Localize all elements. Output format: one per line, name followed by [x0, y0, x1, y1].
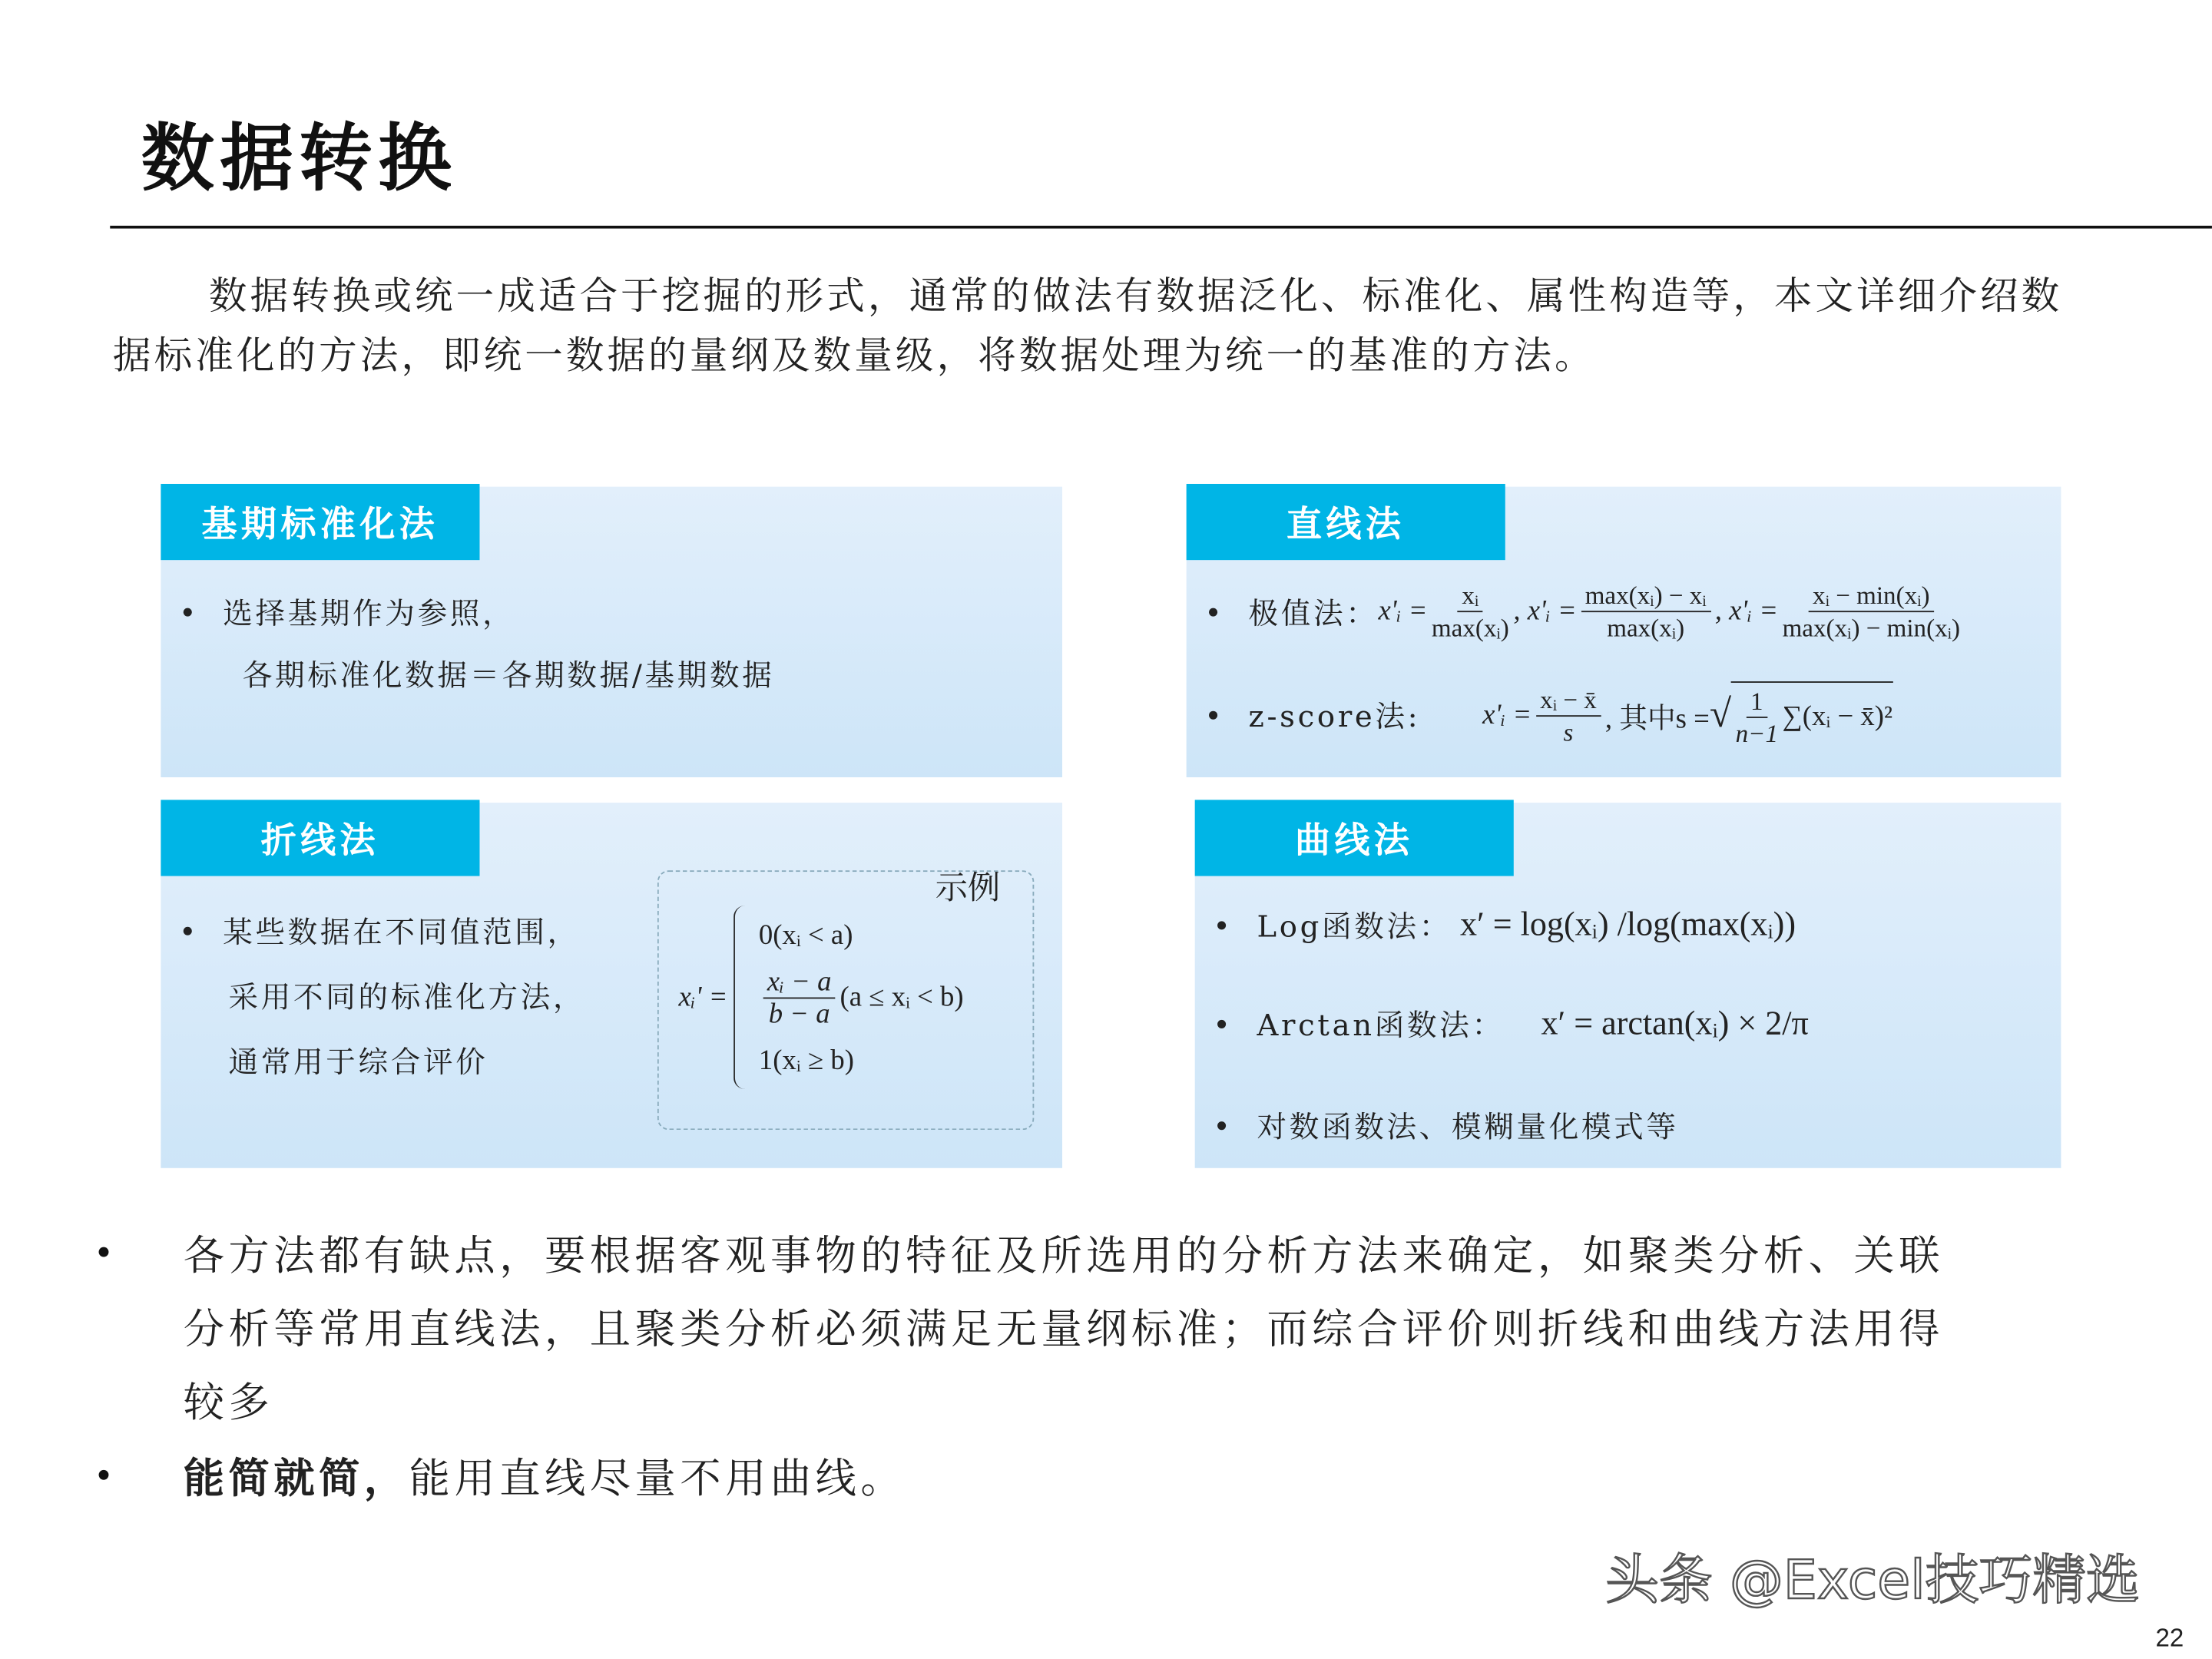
title-divider: [110, 226, 2212, 229]
panel-tab: 基期标准化法: [161, 484, 479, 560]
bullet-text: 某些数据在不同值范围，: [223, 916, 580, 950]
bullet-text: Arctan函数法：: [1257, 1008, 1505, 1043]
sqrt-icon: √: [1709, 692, 1732, 737]
bullet-text: 极值法：: [1248, 596, 1379, 631]
bullet-text: 各期标准化数据＝各期数据/基期数据: [242, 658, 775, 693]
zscore-formula: x'ᵢ = $\frac{\text{xᵢ − x̄}}{s}$ , 其中s = √ $\frac{1}{n-1}$ ∑(xᵢ − x̄)²: [1482, 681, 1892, 749]
example-box: [657, 870, 1034, 1130]
panel-tab: 曲线法: [1195, 800, 1514, 876]
curve-panel: 曲线法 Log函数法： x′ = log(xᵢ) /log(max(xᵢ)) Arctan函数法： x′ = arctan(xᵢ) × 2/π 对数函数法、模糊量化模式等: [1195, 803, 2061, 1168]
bullet-text: 选择基期作为参照，: [223, 596, 515, 631]
bullet-icon: [1209, 608, 1217, 616]
bullet-icon: [1217, 1020, 1226, 1028]
watermark: 头条 @Excel技巧精选: [1605, 1548, 2140, 1611]
bullet-text: z-score法:: [1248, 700, 1421, 734]
bullet-text: 对数函数法、模糊量化模式等: [1257, 1110, 1679, 1144]
base-period-panel: [161, 487, 1062, 777]
example-label: 示例: [935, 870, 1001, 907]
piecewise-formula: xᵢ' = 0(xᵢ < a) $\frac{\text{xᵢ − a}}{b - a}$ (a ≤ xᵢ < b) 1(xᵢ ≥ b): [678, 906, 963, 1089]
linear-panel: [1187, 487, 2061, 777]
intro-paragraph: 数据转换或统一成适合于挖掘的形式，通常的做法有数据泛化、标准化、属性构造等，本文详细介绍数据标准化的方法，即统一数据的量纲及数量级，将数据处理为统一的基准的方法。: [112, 275, 2063, 379]
bullet-icon: [1209, 711, 1217, 720]
bullet-text: 采用不同的标准化方法，: [228, 980, 586, 1015]
bullet-text: 通常用于综合评价: [228, 1045, 488, 1080]
panel-tab: 直线法: [1187, 484, 1505, 560]
panel-tab: 折线法: [161, 800, 479, 876]
bullet-text: Log函数法：: [1257, 909, 1452, 944]
page-title: 数据转换: [141, 115, 458, 202]
brace-icon: [733, 906, 750, 1089]
bullet-icon: [1217, 921, 1226, 929]
bullet-icon: [184, 927, 192, 935]
page-number: 22: [2155, 1624, 2184, 1652]
bullet-icon: [1217, 1121, 1226, 1130]
bullet-icon: [99, 1470, 109, 1480]
extreme-formula: x'ᵢ = $\frac{\text{xᵢ}}{\text{max(xᵢ)}}$ , x'ᵢ = $\frac{\text{max(xᵢ) − xᵢ}}{\text{max(xᵢ)}}$ , x'ᵢ = $\frac{\text{xᵢ − min(xᵢ)}}{\text{max(xᵢ) − min(xᵢ)}}$: [1378, 581, 1961, 642]
polyline-panel: [161, 803, 1062, 1168]
bullet-icon: [184, 608, 192, 617]
bullet-icon: [99, 1247, 109, 1257]
